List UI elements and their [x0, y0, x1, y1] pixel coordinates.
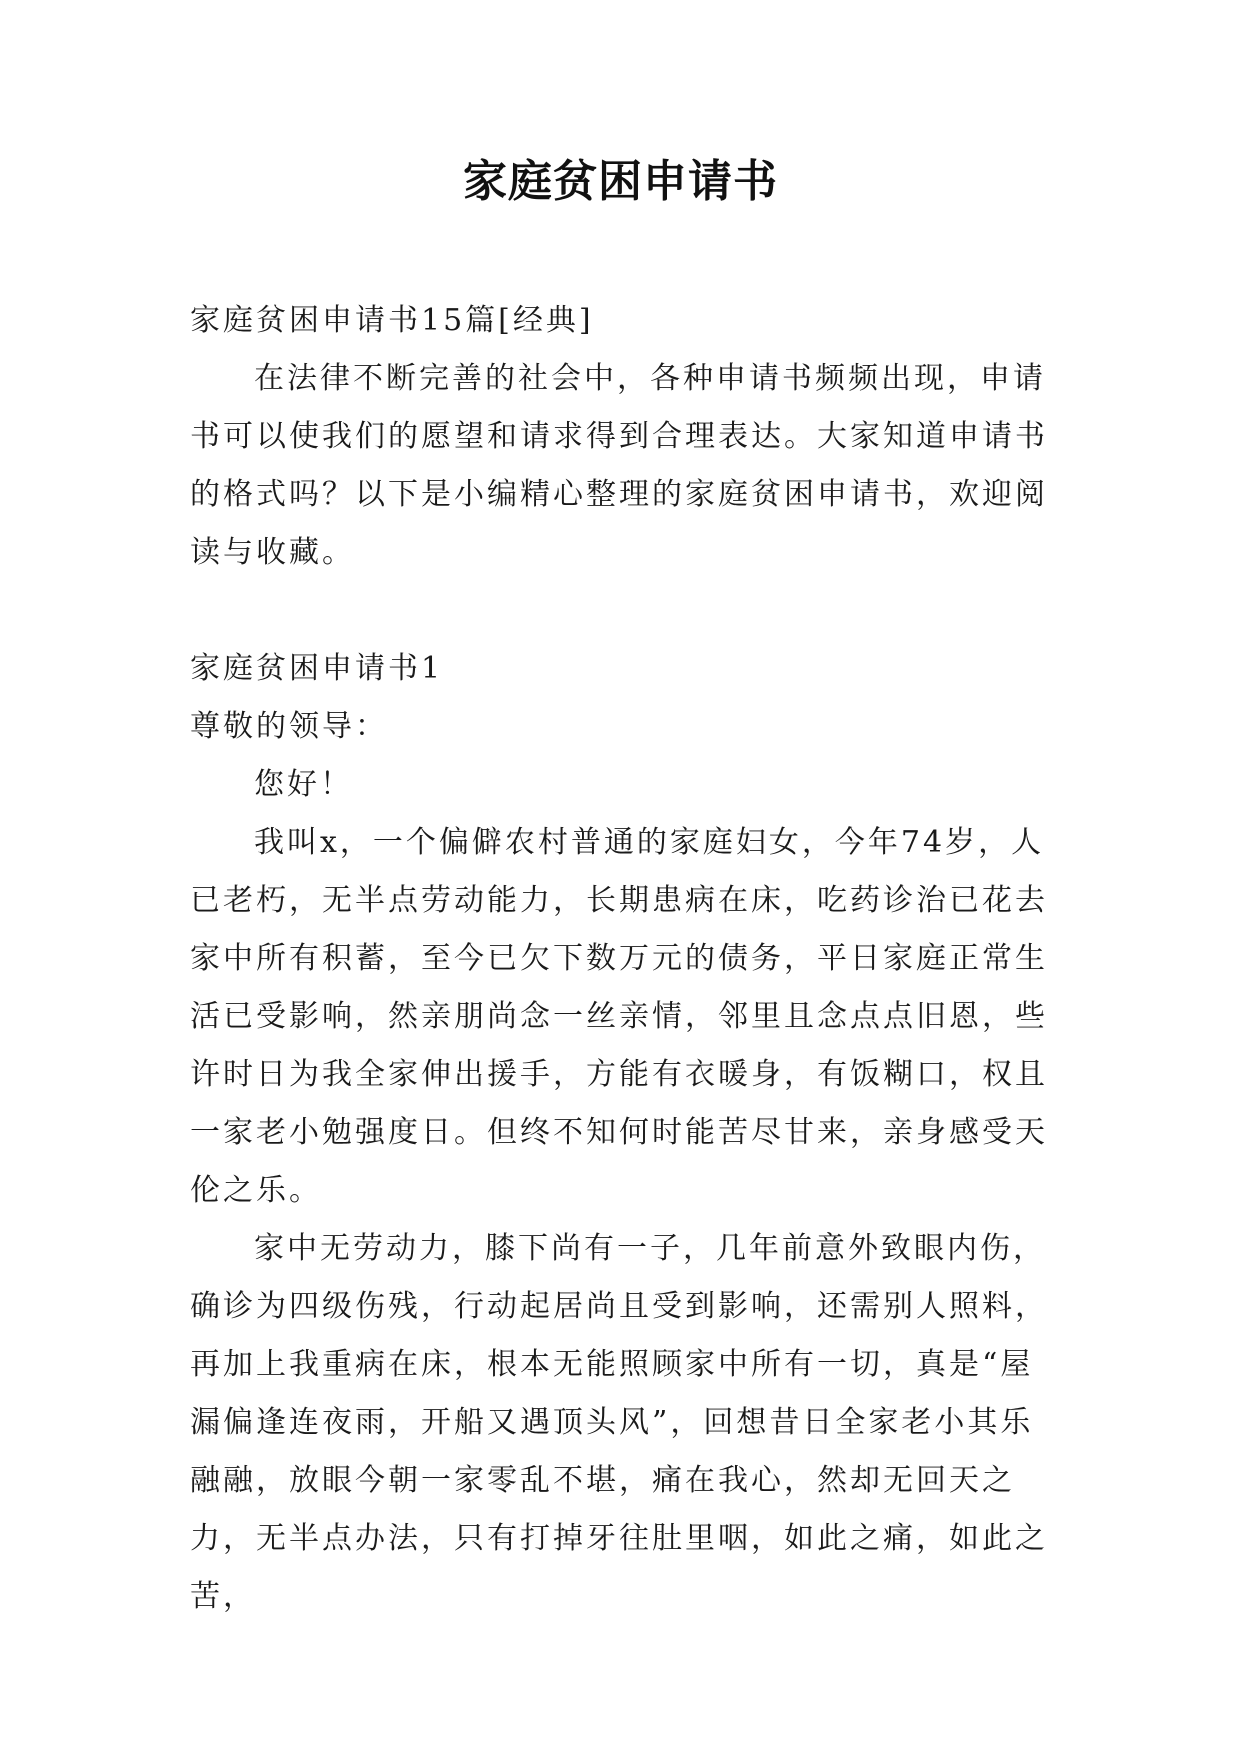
body-paragraph-2: 家中无劳动力，膝下尚有一子，几年前意外致眼内伤，确诊为四级伤残，行动起居尚且受到影响，还需别人照料，再加上我重病在床，根本无能照顾家中所有一切，真是“屋漏偏逢连夜雨，开船又遇顶头风”，回想昔日全家老小其乐融融，放眼今朝一家零乱不堪，痛在我心，然却无回天之力，无半点办法，只有打掉牙往肚里咽，如此之痛，如此之苦，: [190, 1231, 1048, 1614]
blank-line: [190, 582, 1052, 640]
document-subtitle: 家庭贫困申请书15篇[经典]: [190, 303, 594, 338]
body-paragraph-1: 我叫x，一个偏僻农村普通的家庭妇女，今年74岁，人已老朽，无半点劳动能力，长期患病在床，吃药诊治已花去家中所有积蓄，至今已欠下数万元的债务，平日家庭正常生活已受影响，然亲朋尚念一丝亲情，邻里且念点点旧恩，些许时日为我全家伸出援手，方能有衣暖身，有饭糊口，权且一家老小勉强度日。但终不知何时能苦尽甘来，亲身感受天伦之乐。: [190, 825, 1048, 1208]
intro-paragraph: 在法律不断完善的社会中，各种申请书频频出现，申请书可以使我们的愿望和请求得到合理表达。大家知道申请书的格式吗？以下是小编精心整理的家庭贫困申请书，欢迎阅读与收藏。: [190, 361, 1048, 570]
document-body: [190, 292, 1052, 1626]
section-heading: 家庭贫困申请书1: [190, 651, 444, 686]
document-title: 家庭贫困申请书: [463, 156, 778, 207]
greeting: 您好！: [254, 767, 353, 802]
salutation: 尊敬的领导：: [190, 709, 388, 744]
